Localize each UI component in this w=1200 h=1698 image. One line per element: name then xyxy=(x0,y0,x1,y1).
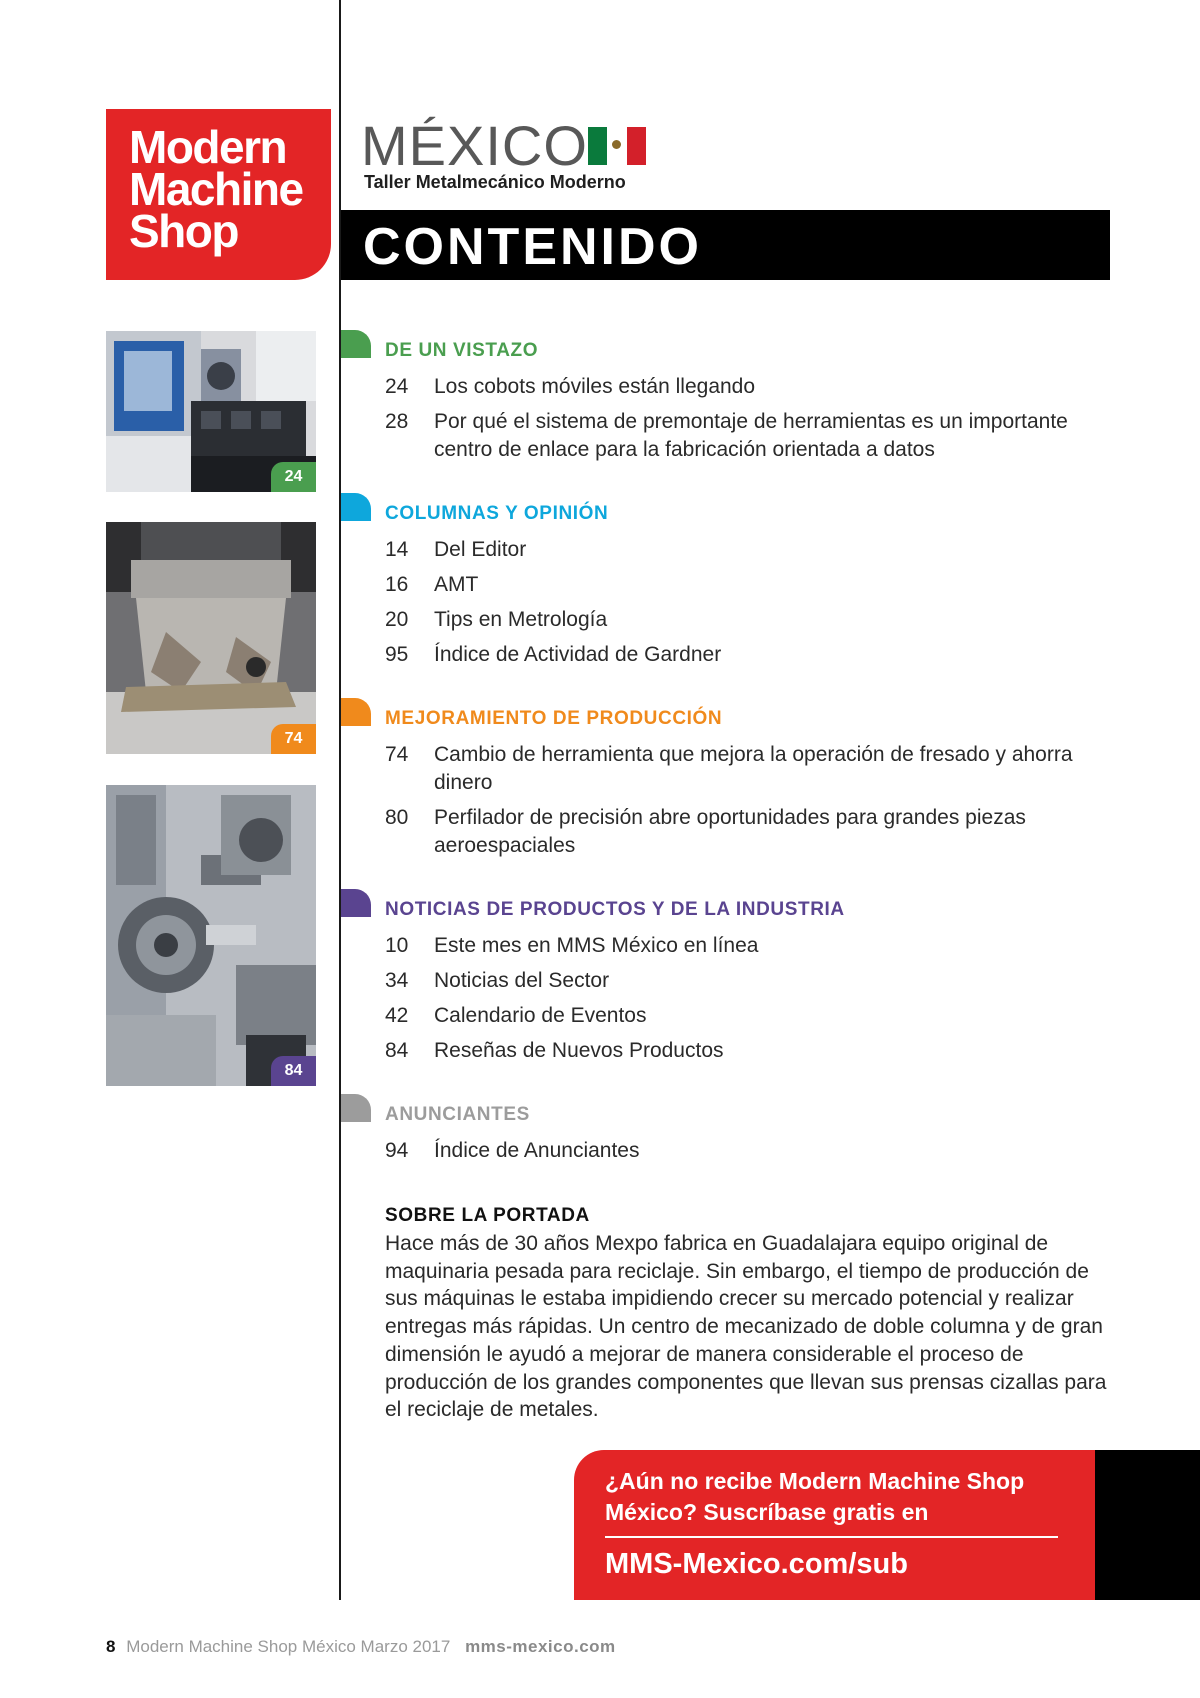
photo-badge-74: 74 xyxy=(271,724,316,754)
toc-title: AMT xyxy=(434,573,479,596)
logo-line-1: Modern xyxy=(129,121,287,173)
photo-badge-84: 84 xyxy=(271,1056,316,1086)
toc-entry[interactable] xyxy=(385,606,1105,634)
toc-entry[interactable] xyxy=(385,1002,1105,1030)
toc-entry[interactable] xyxy=(385,1037,1105,1065)
cover-description: Hace más de 30 años Mexpo fabrica en Guadalajara equipo original de maquinaria pesada para reciclaje. Sin embargo, el tiempo de producción de sus máquinas le estaba impidiendo crecer su mercado potencial y realizar entregas más rápidas. Un centro de mecanizado de doble columna y de gran dimensión le ayudó a mejorar de manera considerable el proceso de producción de los grandes componentes que llevan sus prensas cizallas para el reciclaje de metales. xyxy=(385,1232,1107,1422)
photo-lathe[interactable] xyxy=(106,785,316,1086)
toc-title: Los cobots móviles están llegando xyxy=(434,375,756,398)
photo-milling-tool[interactable] xyxy=(106,522,316,754)
page-footer xyxy=(106,1637,616,1657)
subscribe-black-block xyxy=(1095,1450,1200,1600)
toc-page-number: 10 xyxy=(385,934,409,957)
masthead-title: MÉXICO xyxy=(361,114,588,177)
page-number: 8 xyxy=(106,1637,116,1656)
toc-entry[interactable] xyxy=(385,373,1105,401)
toc-title: Perfilador de precisión abre oportunidades para grandes piezas aeroespaciales xyxy=(434,806,1026,857)
toc-title: Noticias del Sector xyxy=(434,969,610,992)
milling-cutter-image xyxy=(106,522,316,754)
toc-entry[interactable] xyxy=(385,1137,1105,1165)
cover-heading: SOBRE LA PORTADA xyxy=(385,1205,590,1226)
toc-page-number: 24 xyxy=(385,375,409,398)
section-heading-columnas: COLUMNAS Y OPINIÓN xyxy=(385,503,609,524)
subscribe-link[interactable]: MMS-Mexico.com/sub xyxy=(605,1548,908,1580)
toc-page-number: 95 xyxy=(385,643,409,666)
toc-title: Este mes en MMS México en línea xyxy=(434,934,759,957)
toc-page-number: 42 xyxy=(385,1004,409,1027)
toc-title: Cambio de herramienta que mejora la operación de fresado y ahorra dinero xyxy=(434,743,1073,794)
footer-url[interactable]: mms-mexico.com xyxy=(465,1637,616,1656)
toc-entry[interactable] xyxy=(385,408,1105,464)
toc-page-number: 84 xyxy=(385,1039,409,1062)
section-tab-mejoramiento xyxy=(341,698,371,726)
section-tab-noticias xyxy=(341,889,371,917)
section-heading-de-un-vistazo: DE UN VISTAZO xyxy=(385,340,539,361)
toc-page-number: 28 xyxy=(385,410,409,433)
toc-title: Índice de Actividad de Gardner xyxy=(434,643,722,666)
toc-entry[interactable] xyxy=(385,932,1105,960)
toc-page-number: 20 xyxy=(385,608,409,631)
photo-badge-24: 24 xyxy=(271,462,316,492)
toc-entry[interactable] xyxy=(385,804,1105,860)
mexico-flag-icon xyxy=(588,127,646,165)
subscribe-divider xyxy=(605,1536,1058,1538)
subscribe-question: ¿Aún no recibe Modern Machine Shop México? Suscríbase gratis en xyxy=(605,1468,1025,1525)
toc-entry[interactable] xyxy=(385,967,1105,995)
toc-page-number: 94 xyxy=(385,1139,409,1162)
toc-page-number: 14 xyxy=(385,538,409,561)
section-heading-noticias: NOTICIAS DE PRODUCTOS Y DE LA INDUSTRIA xyxy=(385,899,845,920)
toc-title: Calendario de Eventos xyxy=(434,1004,647,1027)
section-tab-anunciantes xyxy=(341,1094,371,1122)
section-heading-anunciantes: ANUNCIANTES xyxy=(385,1104,530,1125)
footer-publication: Modern Machine Shop México Marzo 2017 xyxy=(126,1637,451,1656)
toc-entry[interactable] xyxy=(385,571,1105,599)
subscribe-box[interactable] xyxy=(574,1450,1095,1600)
masthead-subtitle: Taller Metalmecánico Moderno xyxy=(364,172,626,192)
toc-title: Por qué el sistema de premontaje de herramientas es un importante centro de enlace para la fabricación orientada a datos xyxy=(434,410,1068,461)
toc-title: Del Editor xyxy=(434,538,527,561)
logo-line-2: Machine xyxy=(129,163,303,215)
toc-page-number: 80 xyxy=(385,806,409,829)
toc-title: Índice de Anunciantes xyxy=(434,1139,640,1162)
section-tab-de-un-vistazo xyxy=(341,330,371,358)
logo-line-3: Shop xyxy=(129,205,238,257)
contents-header-bar xyxy=(341,210,1110,280)
toc-page-number: 16 xyxy=(385,573,409,596)
toc-entry[interactable] xyxy=(385,741,1105,797)
toc-title: Tips en Metrología xyxy=(434,608,608,631)
contents-title: CONTENIDO xyxy=(363,218,702,276)
toc-entry[interactable] xyxy=(385,536,1105,564)
toc-page-number: 34 xyxy=(385,969,409,992)
section-heading-mejoramiento: MEJORAMIENTO DE PRODUCCIÓN xyxy=(385,708,723,729)
mms-logo[interactable] xyxy=(106,109,331,280)
toc-entry[interactable] xyxy=(385,641,1105,669)
photo-cobots[interactable] xyxy=(106,331,316,492)
lathe-machine-image xyxy=(106,785,316,1086)
toc-title: Reseñas de Nuevos Productos xyxy=(434,1039,724,1062)
section-tab-columnas xyxy=(341,493,371,521)
toc-page-number: 74 xyxy=(385,743,409,766)
